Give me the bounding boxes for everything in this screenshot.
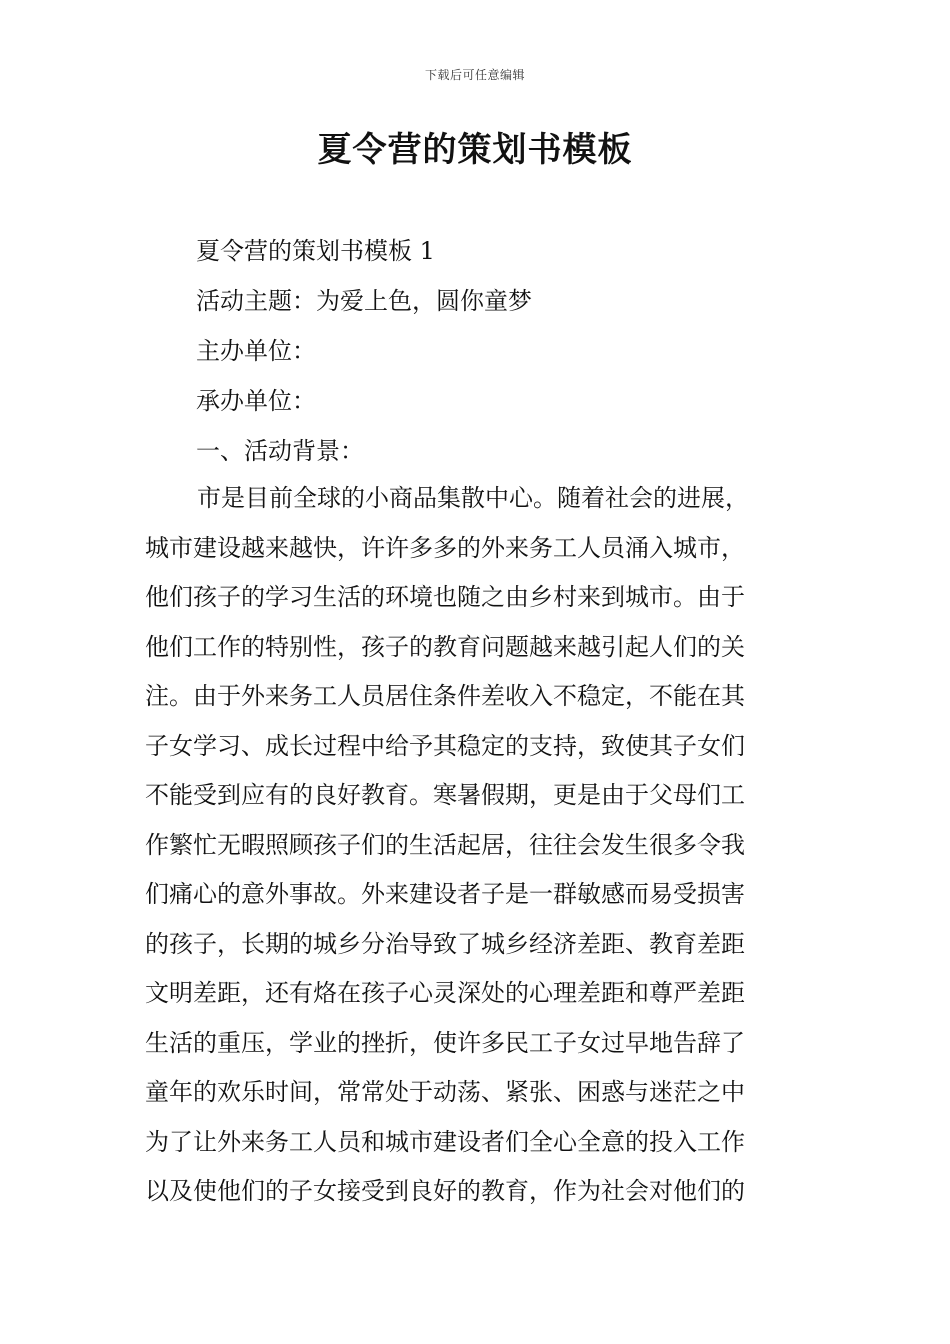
header-note: 下载后可任意编辑: [424, 68, 525, 82]
body-line: 注。由于外来务工人员居住条件差收入不稳定，不能在其: [145, 682, 745, 710]
body-line: 们痛心的意外事故。外来建设者子是一群敏感而易受损害: [145, 880, 745, 908]
body-line: 作繁忙无暇照顾孩子们的生活起居，往往会发生很多令我: [145, 830, 745, 859]
document-body: [145, 474, 805, 1217]
body-line: 生活的重压，学业的挫折，使许多民工子女过早地告辞了: [145, 1028, 745, 1057]
meta-line-theme: 活动主题：为爱上色，圆你童梦: [196, 287, 532, 315]
meta-line-organizer: 主办单位：: [196, 337, 316, 365]
meta-line-undertaker: 承办单位：: [196, 387, 316, 415]
document-meta: [196, 226, 836, 476]
body-line: 童年的欢乐时间，常常处于动荡、紧张、困惑与迷茫之中: [145, 1078, 745, 1106]
body-line: 市是目前全球的小商品集散中心。随着社会的进展，: [197, 484, 749, 512]
body-line: 他们工作的特别性，孩子的教育问题越来越引起人们的关: [145, 632, 745, 661]
document-title: 夏令营的策划书模板: [317, 130, 633, 170]
body-line: 子女学习、成长过程中给予其稳定的支持，致使其子女们: [145, 731, 745, 760]
body-line: 以及使他们的子女接受到良好的教育，作为社会对他们的: [145, 1177, 745, 1205]
body-line: 文明差距，还有烙在孩子心灵深处的心理差距和尊严差距: [145, 979, 745, 1007]
body-line: 他们孩子的学习生活的环境也随之由乡村来到城市。由于: [145, 583, 745, 611]
body-line: 城市建设越来越快，许许多多的外来务工人员涌入城市，: [145, 533, 745, 562]
section-heading-background: 一、活动背景：: [196, 437, 364, 465]
meta-line-subtitle: 夏令营的策划书模板 1: [196, 237, 435, 265]
body-line: 为了让外来务工人员和城市建设者们全心全意的投入工作: [145, 1127, 745, 1156]
body-line: 的孩子，长期的城乡分治导致了城乡经济差距、教育差距: [145, 929, 745, 958]
body-line: 不能受到应有的良好教育。寒暑假期，更是由于父母们工: [145, 781, 745, 809]
